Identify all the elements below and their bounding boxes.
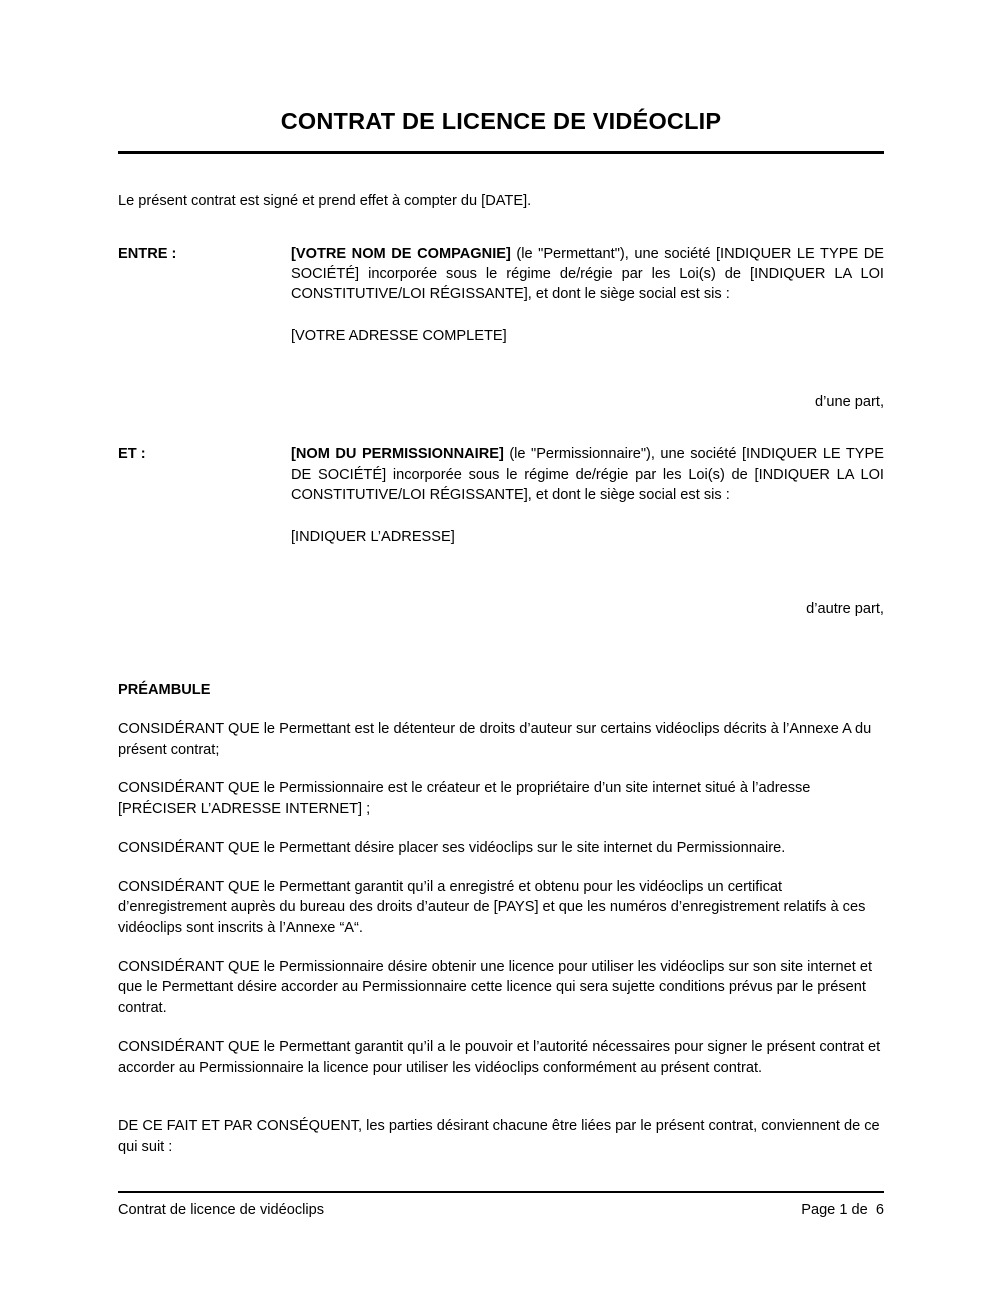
preamble-paragraph: CONSIDÉRANT QUE le Permissionnaire désire obtenir une licence pour utiliser les vidéoclips sur son site internet et que le Permettant désire accorder au Permissionnaire cette licence qui sera sujette conditions prévus par le présent contrat.: [118, 958, 873, 1017]
preamble-heading: PRÉAMBULE: [118, 682, 211, 699]
party-block-first: [118, 244, 884, 361]
licensor-address-placeholder: [VOTRE ADRESSE COMPLETE]: [291, 328, 507, 345]
preamble-paragraph: CONSIDÉRANT QUE le Permettant désire placer ses vidéoclips sur le site internet du Permissionnaire.: [118, 839, 786, 856]
preamble-paragraph: CONSIDÉRANT QUE le Permettant est le détenteur de droits d’auteur sur certains vidéoclips décrits à l’Annexe A du présent contrat;: [118, 720, 872, 758]
effective-date-paragraph: Le présent contrat est signé et prend effet à compter du [DATE].: [118, 193, 532, 210]
second-party-closing: d’autre part,: [806, 600, 884, 617]
footer-page-number: Page 1 de 6: [801, 1202, 884, 1218]
footer-divider: [118, 1191, 884, 1193]
footer-document-name: Contrat de licence de vidéoclips: [118, 1202, 325, 1218]
page-footer: [118, 1183, 884, 1218]
licensor-description: (le "Permettant"), une société [INDIQUER LE TYPE DE SOCIÉTÉ] incorporée sous le régime de/régie par les Loi(s) de [INDIQUER LA LOI CONSTITUTIVE/LOI RÉGISSANTE], et dont le siège social est sis :: [291, 245, 884, 302]
preamble-paragraph: CONSIDÉRANT QUE le Permettant garantit qu’il a le pouvoir et l’autorité nécessaires pour signer le présent contrat et accorder au Permissionnaire la licence pour utiliser les vidéoclips conformément au présent contrat.: [118, 1038, 881, 1076]
licensee-name-placeholder: [NOM DU PERMISSIONNAIRE]: [291, 446, 504, 463]
licensee-address-placeholder: [INDIQUER L’ADRESSE]: [291, 528, 455, 545]
party-block-second: [118, 444, 884, 561]
page-title: CONTRAT DE LICENCE DE VIDÉOCLIP: [280, 108, 722, 134]
licensor-name-placeholder: [VOTRE NOM DE COMPAGNIE]: [291, 245, 511, 262]
party-details-second: [291, 444, 884, 561]
party-label-entre: ENTRE :: [118, 245, 177, 262]
first-party-closing: d’une part,: [815, 393, 884, 410]
preamble-conclusion: DE CE FAIT ET PAR CONSÉQUENT, les parties désirant chacune être liées par le présent contrat, conviennent de ce qui suit :: [118, 1118, 880, 1156]
title-divider: [118, 151, 884, 154]
party-details-first: [291, 244, 884, 361]
party-label-et: ET :: [118, 446, 146, 463]
footer-row: [118, 1202, 884, 1218]
document-content: [118, 0, 884, 1172]
preamble-paragraph: CONSIDÉRANT QUE le Permettant garantit qu’il a enregistré et obtenu pour les vidéoclips un certificat d’enregistrement auprès du bureau des droits d’auteur de [PAYS] et que les numéros d’enregistrement relatifs à ces vidéoclips sont inscrits à l’Annexe “A“.: [118, 878, 866, 936]
licensee-description: (le "Permissionnaire"), une société [INDIQUER LE TYPE DE SOCIÉTÉ] incorporée sous le régime de/régie par les Loi(s) de [INDIQUER LA LOI CONSTITUTIVE/LOI RÉGISSANTE], et dont le siège social est sis :: [291, 446, 884, 503]
preamble-paragraph: CONSIDÉRANT QUE le Permissionnaire est le créateur et le propriétaire d’un site internet situé à l’adresse [PRÉCISER L’ADRESSE INTERNET] ;: [118, 780, 811, 818]
